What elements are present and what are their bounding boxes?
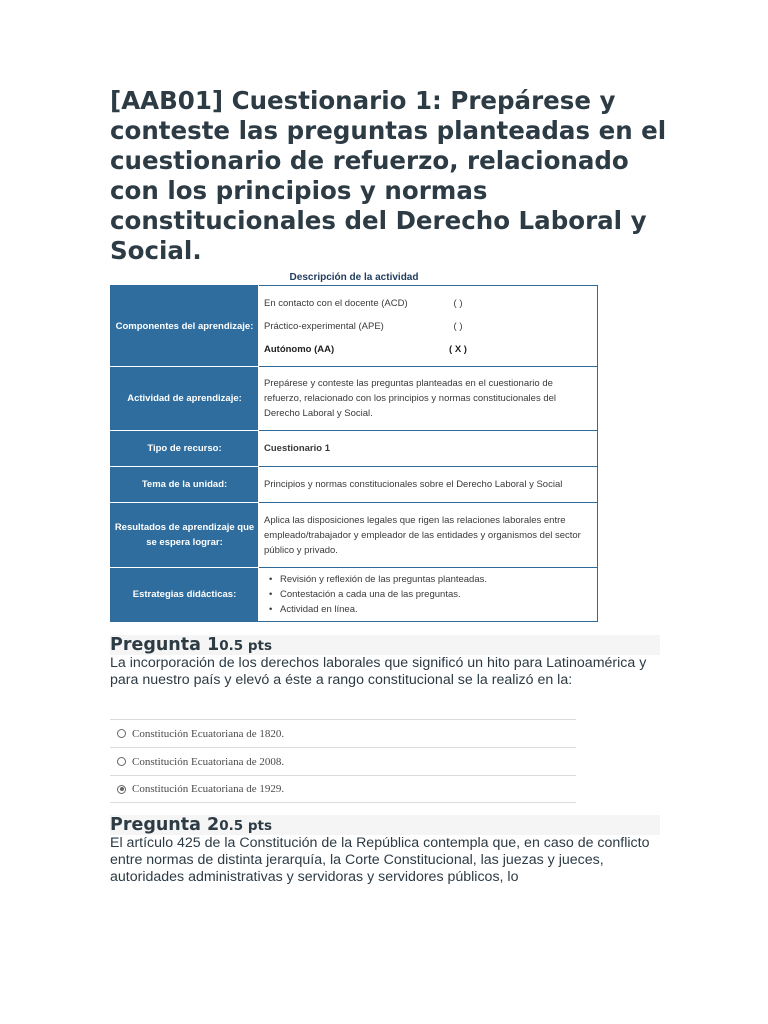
component-item <box>264 292 592 315</box>
list-item: • Actividad en línea. <box>264 602 592 617</box>
answer-label: Constitución Ecuatoriana de 1929. <box>132 783 285 795</box>
unit-value: Principios y normas constitucionales sobre el Derecho Laboral y Social <box>259 467 598 503</box>
table-row <box>111 431 598 467</box>
table-row <box>111 367 598 431</box>
table-row <box>111 503 598 568</box>
radio-button[interactable] <box>117 729 126 738</box>
answer-label: Constitución Ecuatoriana de 1820. <box>132 727 285 740</box>
results-label: Resultados de aprendizaje que se espera lograr: <box>111 503 259 568</box>
question-number: Pregunta 1 <box>110 635 220 655</box>
question-number: Pregunta 2 <box>110 815 220 835</box>
question-points: 0.5 pts <box>219 638 272 654</box>
component-mark: ( X ) <box>449 343 467 355</box>
activity-value: Prepárese y conteste las preguntas planteadas en el cuestionario de refuerzo, relacionado con los principios y normas constitucionales del Derecho Laboral y Social. <box>259 367 598 431</box>
question-2-header <box>110 815 660 835</box>
radio-button-selected[interactable] <box>117 785 126 794</box>
answer-option[interactable] <box>110 775 576 803</box>
answer-label: Constitución Ecuatoriana de 2008. <box>132 755 285 768</box>
table-row <box>111 467 598 503</box>
radio-button[interactable] <box>117 757 126 766</box>
components-value <box>259 286 598 367</box>
list-item: • Revisión y reflexión de las preguntas planteadas. <box>264 572 592 587</box>
component-name: Práctico-experimental (APE) <box>264 320 384 332</box>
strategies-list <box>264 572 592 617</box>
table-row <box>111 286 598 367</box>
resource-value: Cuestionario 1 <box>259 431 598 467</box>
activity-description-table <box>110 285 598 622</box>
component-mark: ( ) <box>453 297 463 309</box>
strategies-label: Estrategias didácticas: <box>111 568 259 622</box>
answer-option[interactable] <box>110 747 576 775</box>
resource-label: Tipo de recurso: <box>111 431 259 467</box>
strategies-value <box>259 568 598 622</box>
answer-option[interactable] <box>110 719 576 747</box>
components-label: Componentes del aprendizaje: <box>111 286 259 367</box>
component-name: En contacto con el docente (ACD) <box>264 297 408 309</box>
question-points: 0.5 pts <box>219 818 272 834</box>
unit-label: Tema de la unidad: <box>111 467 259 503</box>
results-value: Aplica las disposiciones legales que rigen las relaciones laborales entre empleado/trabajador y empleador de las entidades y organismos del sector público y privado. <box>259 503 598 568</box>
list-item: • Contestación a cada una de las preguntas. <box>264 587 592 602</box>
component-mark: ( ) <box>453 320 463 332</box>
question-1-answers <box>110 719 576 803</box>
question-1-text: La incorporación de los derechos laborales que significó un hito para Latinoamérica y para nuestro país y elevó a éste a rango constitucional se la realizó en la: <box>110 655 647 688</box>
question-2-text: El artículo 425 de la Constitución de la República contempla que, en caso de conflicto entre normas de distinta jerarquía, la Corte Constitucional, las juezas y jueces, autoridades administrativas y servidoras y servidores públicos, lo <box>110 835 650 885</box>
component-item <box>264 315 592 338</box>
component-item <box>264 338 592 361</box>
question-1-header <box>110 635 660 655</box>
component-name: Autónomo (AA) <box>264 343 335 355</box>
table-row <box>111 568 598 622</box>
page-title: [AAB01] Cuestionario 1: Prepárese y conteste las preguntas planteadas en el cuestionario de refuerzo, relacionado con los principios y normas constitucionales del Derecho Laboral y Social. <box>110 86 667 265</box>
activity-label: Actividad de aprendizaje: <box>111 367 259 431</box>
activity-table-caption: Descripción de la actividad <box>289 272 419 283</box>
